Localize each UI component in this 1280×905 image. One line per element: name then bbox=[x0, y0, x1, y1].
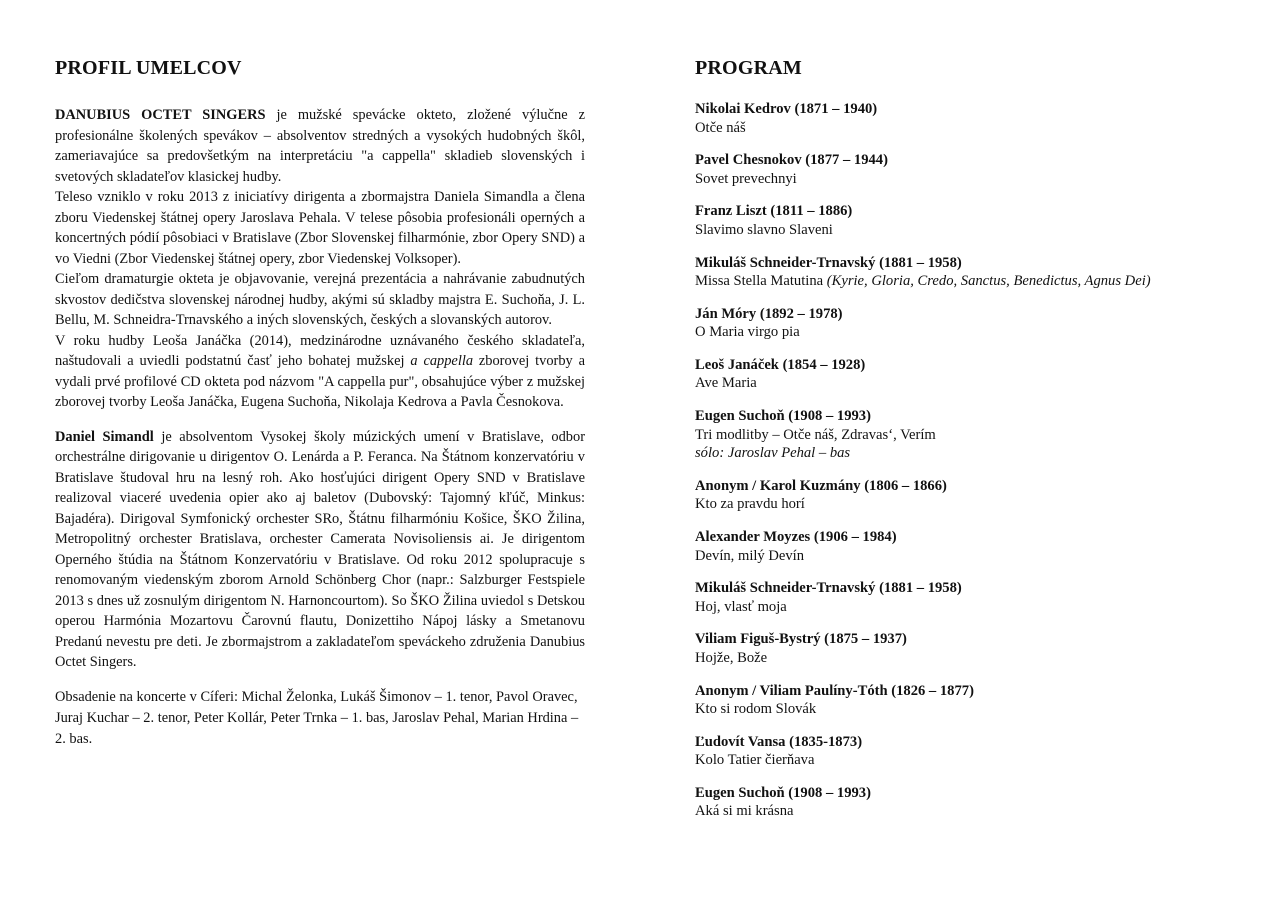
program-item bbox=[695, 733, 1255, 770]
program-item bbox=[695, 407, 1255, 463]
work-title: Sovet prevechnyi bbox=[695, 170, 797, 187]
program-item bbox=[695, 528, 1255, 565]
program-item bbox=[695, 100, 1255, 137]
paragraph-conductor: Daniel Simandl je absolventom Vysokej školy múzických umení v Bratislave, odbor orchestrálne dirigovanie u dirigentov O. Lenárda a P. Feranca. Na Štátnom konzervatóriu v Bratislave študoval hru na lesný roh. Ako hosťujúci dirigent Opery SND v Bratislave realizoval viaceré uvedenia opier ako aj baletov (Dubovský: Tajomný kľúč, Minkus: Bajadéra). Dirigoval Symfonický orchester SRo, Štátnu filharmóniu Košice, ŠKO Žilina, Metropolitný orchester Bratislava, orchester Camerata Novisoliensis ai. Je dirigentom Operného štúdia na Štátnom Konzervatóriu v Bratislave. Od roku 2012 spolupracuje s renomovaným viedenským zborom Arnold Schönberg Chor (napr.: Salzburger Festspiele 2013 s dnes už zosnulým dirigentom N. Harnoncourtom). So ŠKO Žilina uviedol s Detskou operou Harmónia Mozartovu Čarovnú flautu, Donizettiho Nápoj lásky a Smetanovu Predanú nevestu pre deti. Je zbormajstrom a zakladateľom speváckeho združenia Danubius Octet Singers. bbox=[55, 428, 585, 670]
work-title: Ave Maria bbox=[695, 375, 757, 392]
composer-name: Anonym / Viliam Paulíny-Tóth (1826 – 1877) bbox=[695, 682, 974, 699]
work-title: Kolo Tatier čierňava bbox=[695, 752, 815, 769]
conductor-name: Daniel Simandl bbox=[55, 428, 154, 445]
paragraph-dramaturgy: Cieľom dramaturgie okteta je objavovanie, verejná prezentácia a nahrávanie zabudnutých skvostov dedičstva slovenskej národnej hudby, akými sú skladby majstra E. Suchoňa, J. L. Bellu, M. Schneidra-Trnavského a iných slovenských, českých a slovanských autorov. bbox=[55, 271, 585, 328]
composer-name: Mikuláš Schneider-Trnavský (1881 – 1958) bbox=[695, 254, 962, 271]
composer-name: Ján Móry (1892 – 1978) bbox=[695, 305, 843, 322]
composer-name: Ľudovít Vansa (1835-1873) bbox=[695, 733, 863, 750]
paragraph-origin: Teleso vzniklo v roku 2013 z iniciatívy dirigenta a zbormajstra Daniela Simandla a člena zboru Viedenskej štátnej opery Jaroslava Pehala. V telese pôsobia profesionáli operných a koncertných pódií pôsobiaci v Bratislave (Zbor Slovenskej filharmónie, zbor Opery SND) a vo Viedni (Zbor Viedenskej štátnej opery, zbor Viedenskej Volksoper). bbox=[55, 189, 585, 267]
paragraph-cast: Obsadenie na koncerte v Cíferi: Michal Želonka, Lukáš Šimonov – 1. tenor, Pavol Oravec, Juraj Kuchar – 2. tenor, Peter Kollár, Peter Trnka – 1. bas, Jaroslav Pehal, Marian Hrdina – 2. bas. bbox=[55, 688, 579, 747]
work-title: Devín, milý Devín bbox=[695, 547, 805, 564]
composer-name: Mikuláš Schneider-Trnavský (1881 – 1958) bbox=[695, 580, 962, 597]
program-item bbox=[695, 202, 1255, 239]
ensemble-name: DANUBIUS OCTET SINGERS bbox=[55, 107, 266, 123]
composer-name: Nikolai Kedrov (1871 – 1940) bbox=[695, 101, 878, 117]
program-item bbox=[695, 682, 1255, 719]
program-item bbox=[695, 151, 1255, 188]
program-item bbox=[695, 254, 1255, 291]
composer-name: Franz Liszt (1811 – 1886) bbox=[695, 203, 853, 220]
work-title: Slavimo slavno Slaveni bbox=[695, 221, 833, 238]
program-column bbox=[695, 56, 1255, 835]
paragraph-ensemble: DANUBIUS OCTET SINGERS je mužské spevácke okteto, zložené výlučne z profesionálne školených spevákov – absolventov stredných a vysokých hudobných škôl, zameriavajúce sa predovšetkým na interpretáciu "a cappella" skladieb slovenských i svetových skladateľov klasickej hudby. bbox=[55, 107, 585, 185]
program-item bbox=[695, 356, 1255, 393]
work-title: Aká si mi krásna bbox=[695, 803, 794, 820]
work-title: Tri modlitby – Otče náš, Zdravas‘, Verím bbox=[695, 426, 936, 443]
work-title: Kto si rodom Slovák bbox=[695, 701, 817, 718]
artist-profile-column bbox=[55, 56, 585, 750]
program-item bbox=[695, 477, 1255, 514]
work-title: O Maria virgo pia bbox=[695, 324, 800, 341]
work-title: Hoj, vlasť moja bbox=[695, 598, 787, 615]
program-item bbox=[695, 305, 1255, 342]
program-heading: PROGRAM bbox=[695, 57, 802, 79]
composer-name: Eugen Suchoň (1908 – 1993) bbox=[695, 408, 871, 425]
work-title: Missa Stella Matutina (Kyrie, Gloria, Credo, Sanctus, Benedictus, Agnus Dei) bbox=[695, 273, 1151, 290]
program-item bbox=[695, 630, 1255, 667]
composer-name: Pavel Chesnokov (1877 – 1944) bbox=[695, 152, 888, 169]
composer-name: Alexander Moyzes (1906 – 1984) bbox=[695, 529, 897, 545]
soloist-note: sólo: Jaroslav Pehal – bas bbox=[695, 445, 851, 462]
program-item bbox=[695, 784, 1255, 821]
work-title: Hojže, Bože bbox=[695, 649, 768, 666]
composer-name: Viliam Figuš-Bystrý (1875 – 1937) bbox=[695, 631, 907, 648]
program-item bbox=[695, 579, 1255, 616]
work-movements: (Kyrie, Gloria, Credo, Sanctus, Benedictus, Agnus Dei) bbox=[826, 273, 1151, 290]
work-title: Otče náš bbox=[695, 119, 746, 136]
profile-heading: PROFIL UMELCOV bbox=[55, 57, 242, 79]
composer-name: Anonym / Karol Kuzmány (1806 – 1866) bbox=[695, 477, 947, 494]
work-title: Kto za pravdu horí bbox=[695, 496, 805, 513]
paragraph-janacek: V roku hudby Leoša Janáčka (2014), medzinárodne uznávaného českého skladateľa, naštudovali a uviedli podstatnú časť jeho bohatej mužskej a cappella zborovej tvorby a vydali prvé profilové CD okteta pod názvom "A cappella pur", obsahujúce výber z mužskej zborovej tvorby Leoša Janáčka, Eugena Suchoňa, Nikolaja Kedrova a Pavla Česnokova. bbox=[55, 332, 585, 410]
program-list bbox=[695, 100, 1255, 821]
composer-name: Leoš Janáček (1854 – 1928) bbox=[695, 356, 866, 373]
composer-name: Eugen Suchoň (1908 – 1993) bbox=[695, 784, 871, 801]
profile-text bbox=[55, 105, 585, 750]
